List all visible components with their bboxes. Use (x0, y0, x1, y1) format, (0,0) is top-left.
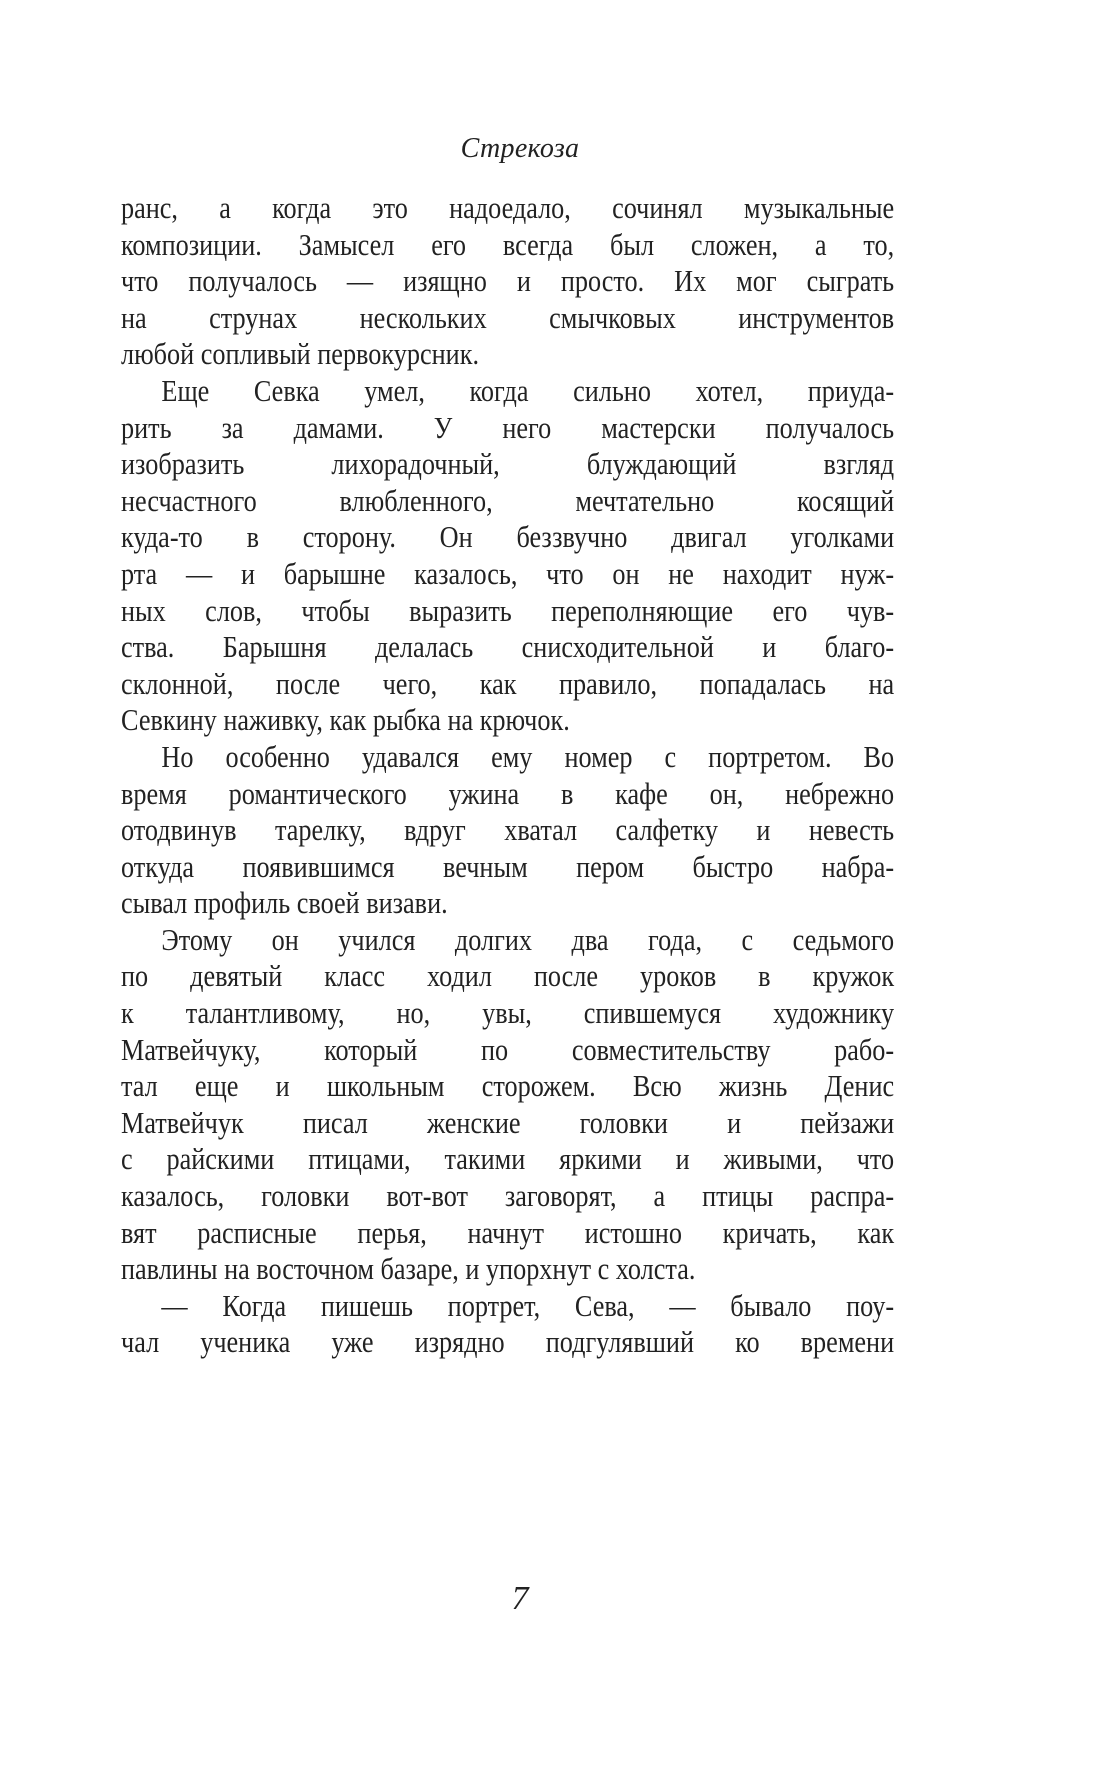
text-line: Этому он учился долгих два года, с седьмого (161, 922, 895, 957)
text-line: отодвинув тарелку, вдруг хватал салфетку и невесть (121, 813, 895, 848)
text-line: ранс, а когда это надоедало, сочинял музыкальные (121, 191, 895, 225)
text-line: любой сопливый первокурсник. (121, 337, 480, 372)
text-line: склонной, после чего, как правило, попадалась на (121, 666, 895, 701)
text-line: на струнах нескольких смычковых инструментов (121, 300, 895, 335)
text-line: Еще Севка умел, когда сильно хотел, приуда- (161, 373, 895, 408)
text-line: — Когда пишешь портрет, Сева, — бывало поу- (161, 1288, 895, 1323)
text-line: несчастного влюбленного, мечтательно косящий (121, 483, 895, 518)
text-line: откуда появившимся вечным пером быстро набра- (121, 849, 895, 884)
text-line: Матвейчуку, который по совместительству рабо- (121, 1032, 895, 1067)
text-line: вят расписные перья, начнут истошно кричать, как (121, 1215, 895, 1250)
page-number: 7 (511, 1580, 529, 1617)
text-line: казалось, головки вот-вот заговорят, а птицы распра- (121, 1179, 895, 1214)
text-line: Севкину наживку, как рыбка на крючок. (121, 703, 570, 738)
text-line: Матвейчук писал женские головки и пейзажи (121, 1105, 895, 1140)
text-line: рта — и барышне казалось, что он не находит нуж- (121, 556, 895, 591)
text-line: композиции. Замысел его всегда был сложен, а то, (121, 227, 895, 262)
text-line: время романтического ужина в кафе он, небрежно (121, 776, 895, 811)
text-line: с райскими птицами, такими яркими и живыми, что (121, 1142, 895, 1177)
text-line: изобразить лихорадочный, блуждающий взгляд (121, 447, 895, 482)
text-line: павлины на восточном базаре, и упорхнут с холста. (121, 1252, 696, 1287)
text-line: сывал профиль своей визави. (121, 886, 448, 921)
text-line: ных слов, чтобы выразить переполняющие его чув- (121, 593, 895, 628)
text-line: к талантливому, но, увы, спившемуся художнику (121, 996, 895, 1031)
text-line: рить за дамами. У него мастерски получалось (121, 410, 895, 445)
text-line: Но особенно удавался ему номер с портретом. Во (161, 739, 895, 774)
running-head: Стрекоза (460, 133, 580, 164)
text-line: тал еще и школьным сторожем. Всю жизнь Денис (121, 1069, 895, 1104)
text-line: куда-то в сторону. Он беззвучно двигал уголками (121, 520, 895, 555)
text-line: по девятый класс ходил после уроков в кружок (121, 959, 895, 994)
text-line: что получалось — изящно и просто. Их мог сыграть (121, 264, 895, 299)
text-line: ства. Барышня делалась снисходительной и благо- (121, 630, 895, 665)
body-text (121, 190, 894, 1361)
text-line: чал ученика уже изрядно подгулявший ко времени (121, 1325, 895, 1360)
